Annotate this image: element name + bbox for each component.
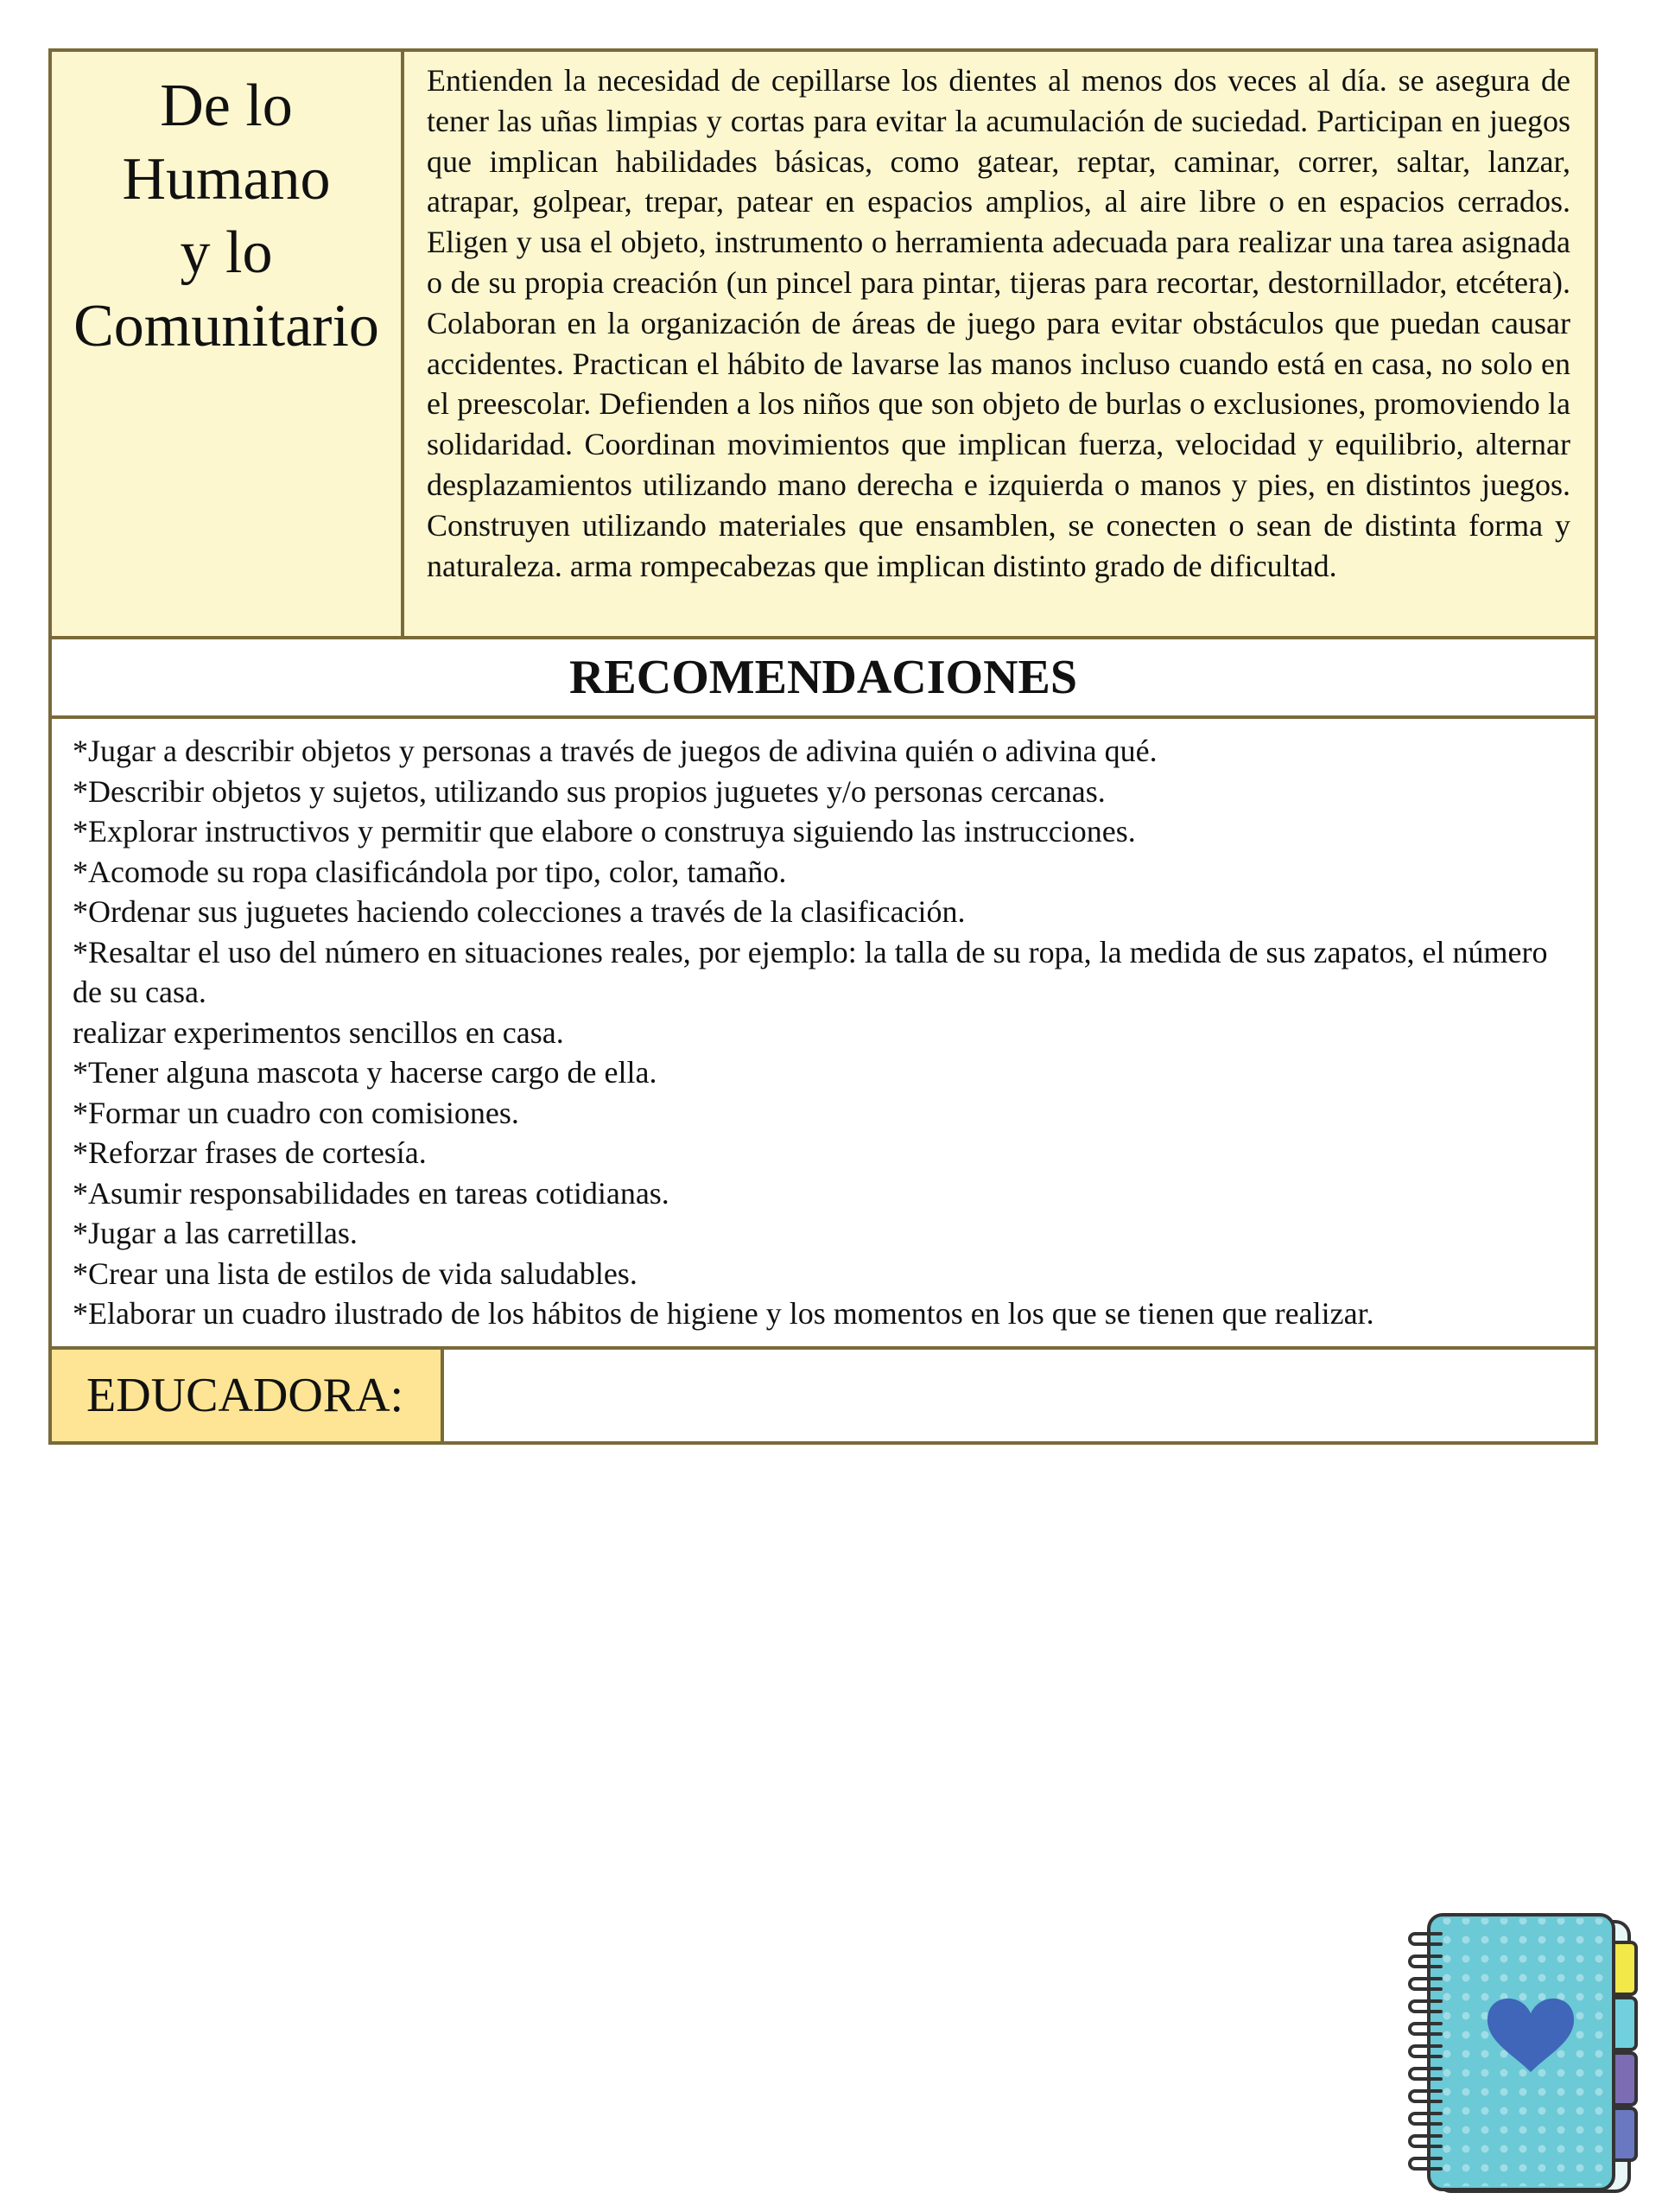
list-item: *Crear una lista de estilos de vida saludables.: [73, 1255, 638, 1291]
field-name-line: Humano: [122, 146, 331, 213]
field-name-line: Comunitario: [73, 293, 379, 359]
list-item: *Formar un cuadro con comisiones.: [73, 1095, 519, 1130]
list-item: *Jugar a describir objetos y personas a través de juegos de adivina quién o adivina qué.: [73, 734, 1158, 768]
list-item: *Tener alguna mascota y hacerse cargo de ella.: [73, 1055, 657, 1090]
list-item: *Asumir responsabilidades en tareas cotidianas.: [73, 1175, 669, 1211]
educadora-label: EDUCADORA:: [52, 1350, 444, 1441]
list-item: *Acomode su ropa clasificándola por tipo, color, tamaño.: [73, 854, 787, 889]
list-item: *Reforzar frases de cortesía.: [73, 1135, 427, 1170]
list-item: realizar experimentos sencillos en casa.: [73, 1014, 564, 1050]
field-name-line: De lo: [160, 73, 293, 139]
recommendations-list: [52, 719, 1595, 1350]
list-item: *Explorar instructivos y permitir que elabore o construya siguiendo las instrucciones.: [73, 814, 1136, 849]
list-item: *Describir objetos y sujetos, utilizando sus propios juguetes y/o personas cercanas.: [73, 773, 1106, 809]
list-item: *Elaborar un cuadro ilustrado de los hábitos de higiene y los momentos en los que se tienen que realizar.: [73, 1296, 1374, 1331]
field-name-line: y lo: [180, 219, 273, 286]
field-name: [52, 52, 404, 636]
list-item: *Resaltar el uso del número en situaciones reales, por ejemplo: la talla de su ropa, la medida de sus zapatos, el número de su casa.: [73, 934, 1548, 1009]
recommendations-heading: RECOMENDACIONES: [52, 639, 1595, 719]
educadora-field[interactable]: [444, 1350, 1595, 1441]
field-description: Entienden la necesidad de cepillarse los dientes al menos dos veces al día. se asegura de tener las uñas limpias y cortas para evitar la acumulación de suciedad. Participan en juegos que implican habilidades básicas, como gatear, reptar, caminar, correr, saltar, lanzar, atrapar, golpear, trepar, patear en espacios amplios, al aire libre o en espacios cerrados. Eligen y usa el objeto, instrumento o herramienta adecuada para realizar una tarea asignada o de su propia creación (un pincel para pintar, tijeras para recortar, destornillador, etcétera). Colaboran en la organización de áreas de juego para evitar obstáculos que puedan causar accidentes. Practican el hábito de lavarse las manos incluso cuando está en casa, no solo en el preescolar. Defienden a los niños que son objeto de burlas o exclusiones, promoviendo la solidaridad. Coordinan movimientos que implican fuerza, velocidad y equilibrio, alternar desplazamientos utilizando mano derecha e izquierda o manos y pies, en distintos juegos. Construyen utilizando materiales que ensamblen, se conecten o sean de distinta forma y naturaleza. arma rompecabezas que implican distinto grado de dificultad.: [427, 63, 1570, 583]
content-table: [48, 48, 1598, 1445]
list-item: *Ordenar sus juguetes haciendo colecciones a través de la clasificación.: [73, 894, 966, 929]
list-item: *Jugar a las carretillas.: [73, 1216, 358, 1250]
educadora-row: [52, 1350, 1595, 1441]
notebook-heart-icon: [1399, 1911, 1650, 2196]
field-row: [52, 52, 1595, 639]
